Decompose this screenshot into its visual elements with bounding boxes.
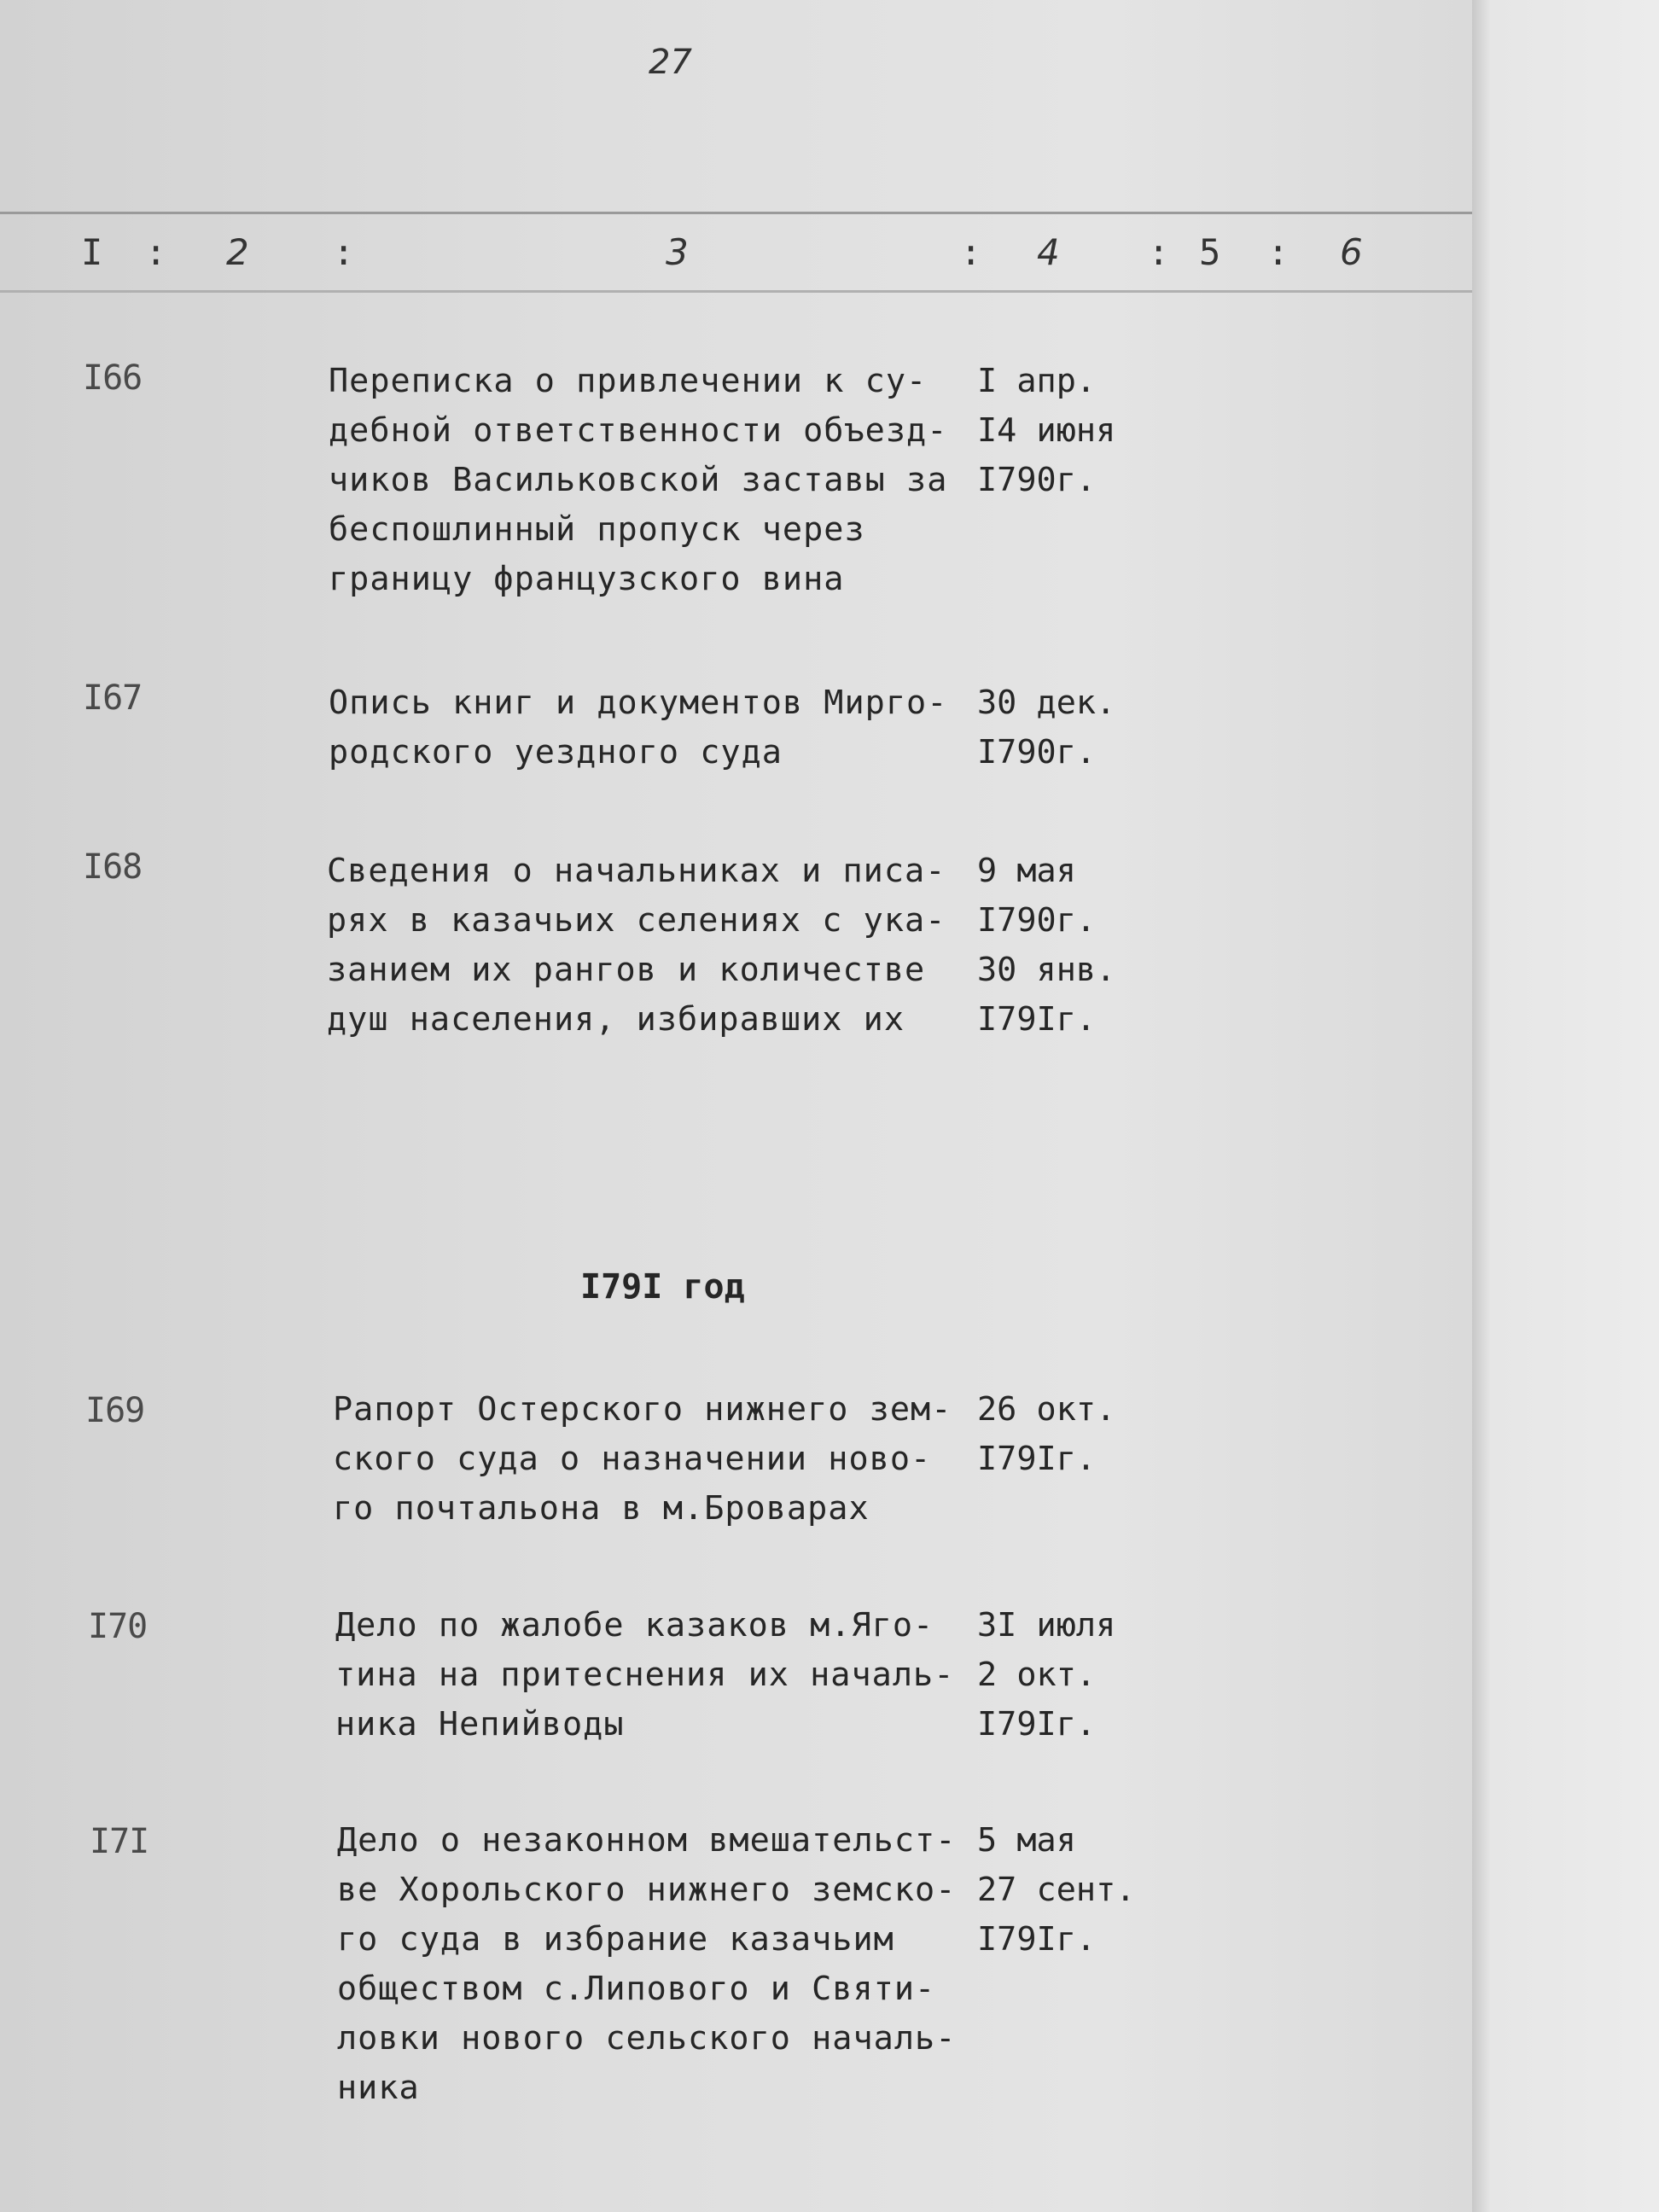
entry-number: I7I: [90, 1822, 149, 1861]
entry-dates: 5 мая 27 сент. I79Iг.: [977, 1821, 1136, 1959]
entry-dates: 26 окт. I79Iг.: [977, 1390, 1116, 1478]
entry-dates: 9 мая I790г. 30 янв. I79Iг.: [977, 852, 1116, 1039]
entry-description: Рапорт Остерского нижнего зем- ского суда о назначении ново- го почтальона в м.Броварах: [333, 1390, 952, 1528]
column-separator: :: [1148, 231, 1170, 273]
column-header-row: [0, 212, 1472, 293]
column-header-1: I: [81, 231, 103, 273]
column-separator: :: [960, 231, 982, 273]
entry-number: I66: [83, 358, 143, 398]
column-header-3: 3: [666, 231, 689, 273]
entry-description: Сведения о начальниках и писа- рях в казачьих селениях с ука- занием их рангов и количестве душ населения, избиравших их: [327, 852, 946, 1039]
entry-dates: I апр. I4 июня I790г.: [977, 362, 1116, 499]
entry-number: I68: [83, 847, 143, 887]
column-separator: :: [333, 231, 355, 273]
entry-description: Дело о незаконном вмешательст- ве Хорольского нижнего земско- го суда в избрание казачьим обществом с.Липового и Святи- ловки нового сельского началь- ника: [337, 1821, 957, 2107]
page-margin: [1472, 0, 1659, 2212]
entry-description: Опись книг и документов Мирго- родского уездного суда: [329, 684, 948, 771]
page-number: 27: [649, 43, 692, 82]
entry-number: I69: [85, 1391, 145, 1430]
entry-description: Переписка о привлечении к су- дебной ответственности объезд- чиков Васильковской заставы за беспошлинный пропуск через границу французского вина: [329, 362, 948, 598]
entry-number: I67: [83, 678, 143, 718]
entry-dates: 3I июля 2 окт. I79Iг.: [977, 1606, 1116, 1743]
year-heading: I79I год: [580, 1267, 745, 1307]
column-header-4: 4: [1037, 231, 1060, 273]
entry-dates: 30 дек. I790г.: [977, 684, 1116, 771]
column-header-5: 5: [1199, 231, 1221, 273]
entry-number: I70: [88, 1607, 148, 1646]
column-header-2: 2: [226, 231, 249, 273]
entry-description: Дело по жалобе казаков м.Яго- тина на притеснения их началь- ника Непийводы: [335, 1606, 955, 1743]
column-separator: :: [1267, 231, 1289, 273]
column-header-6: 6: [1340, 231, 1363, 273]
column-separator: :: [145, 231, 167, 273]
